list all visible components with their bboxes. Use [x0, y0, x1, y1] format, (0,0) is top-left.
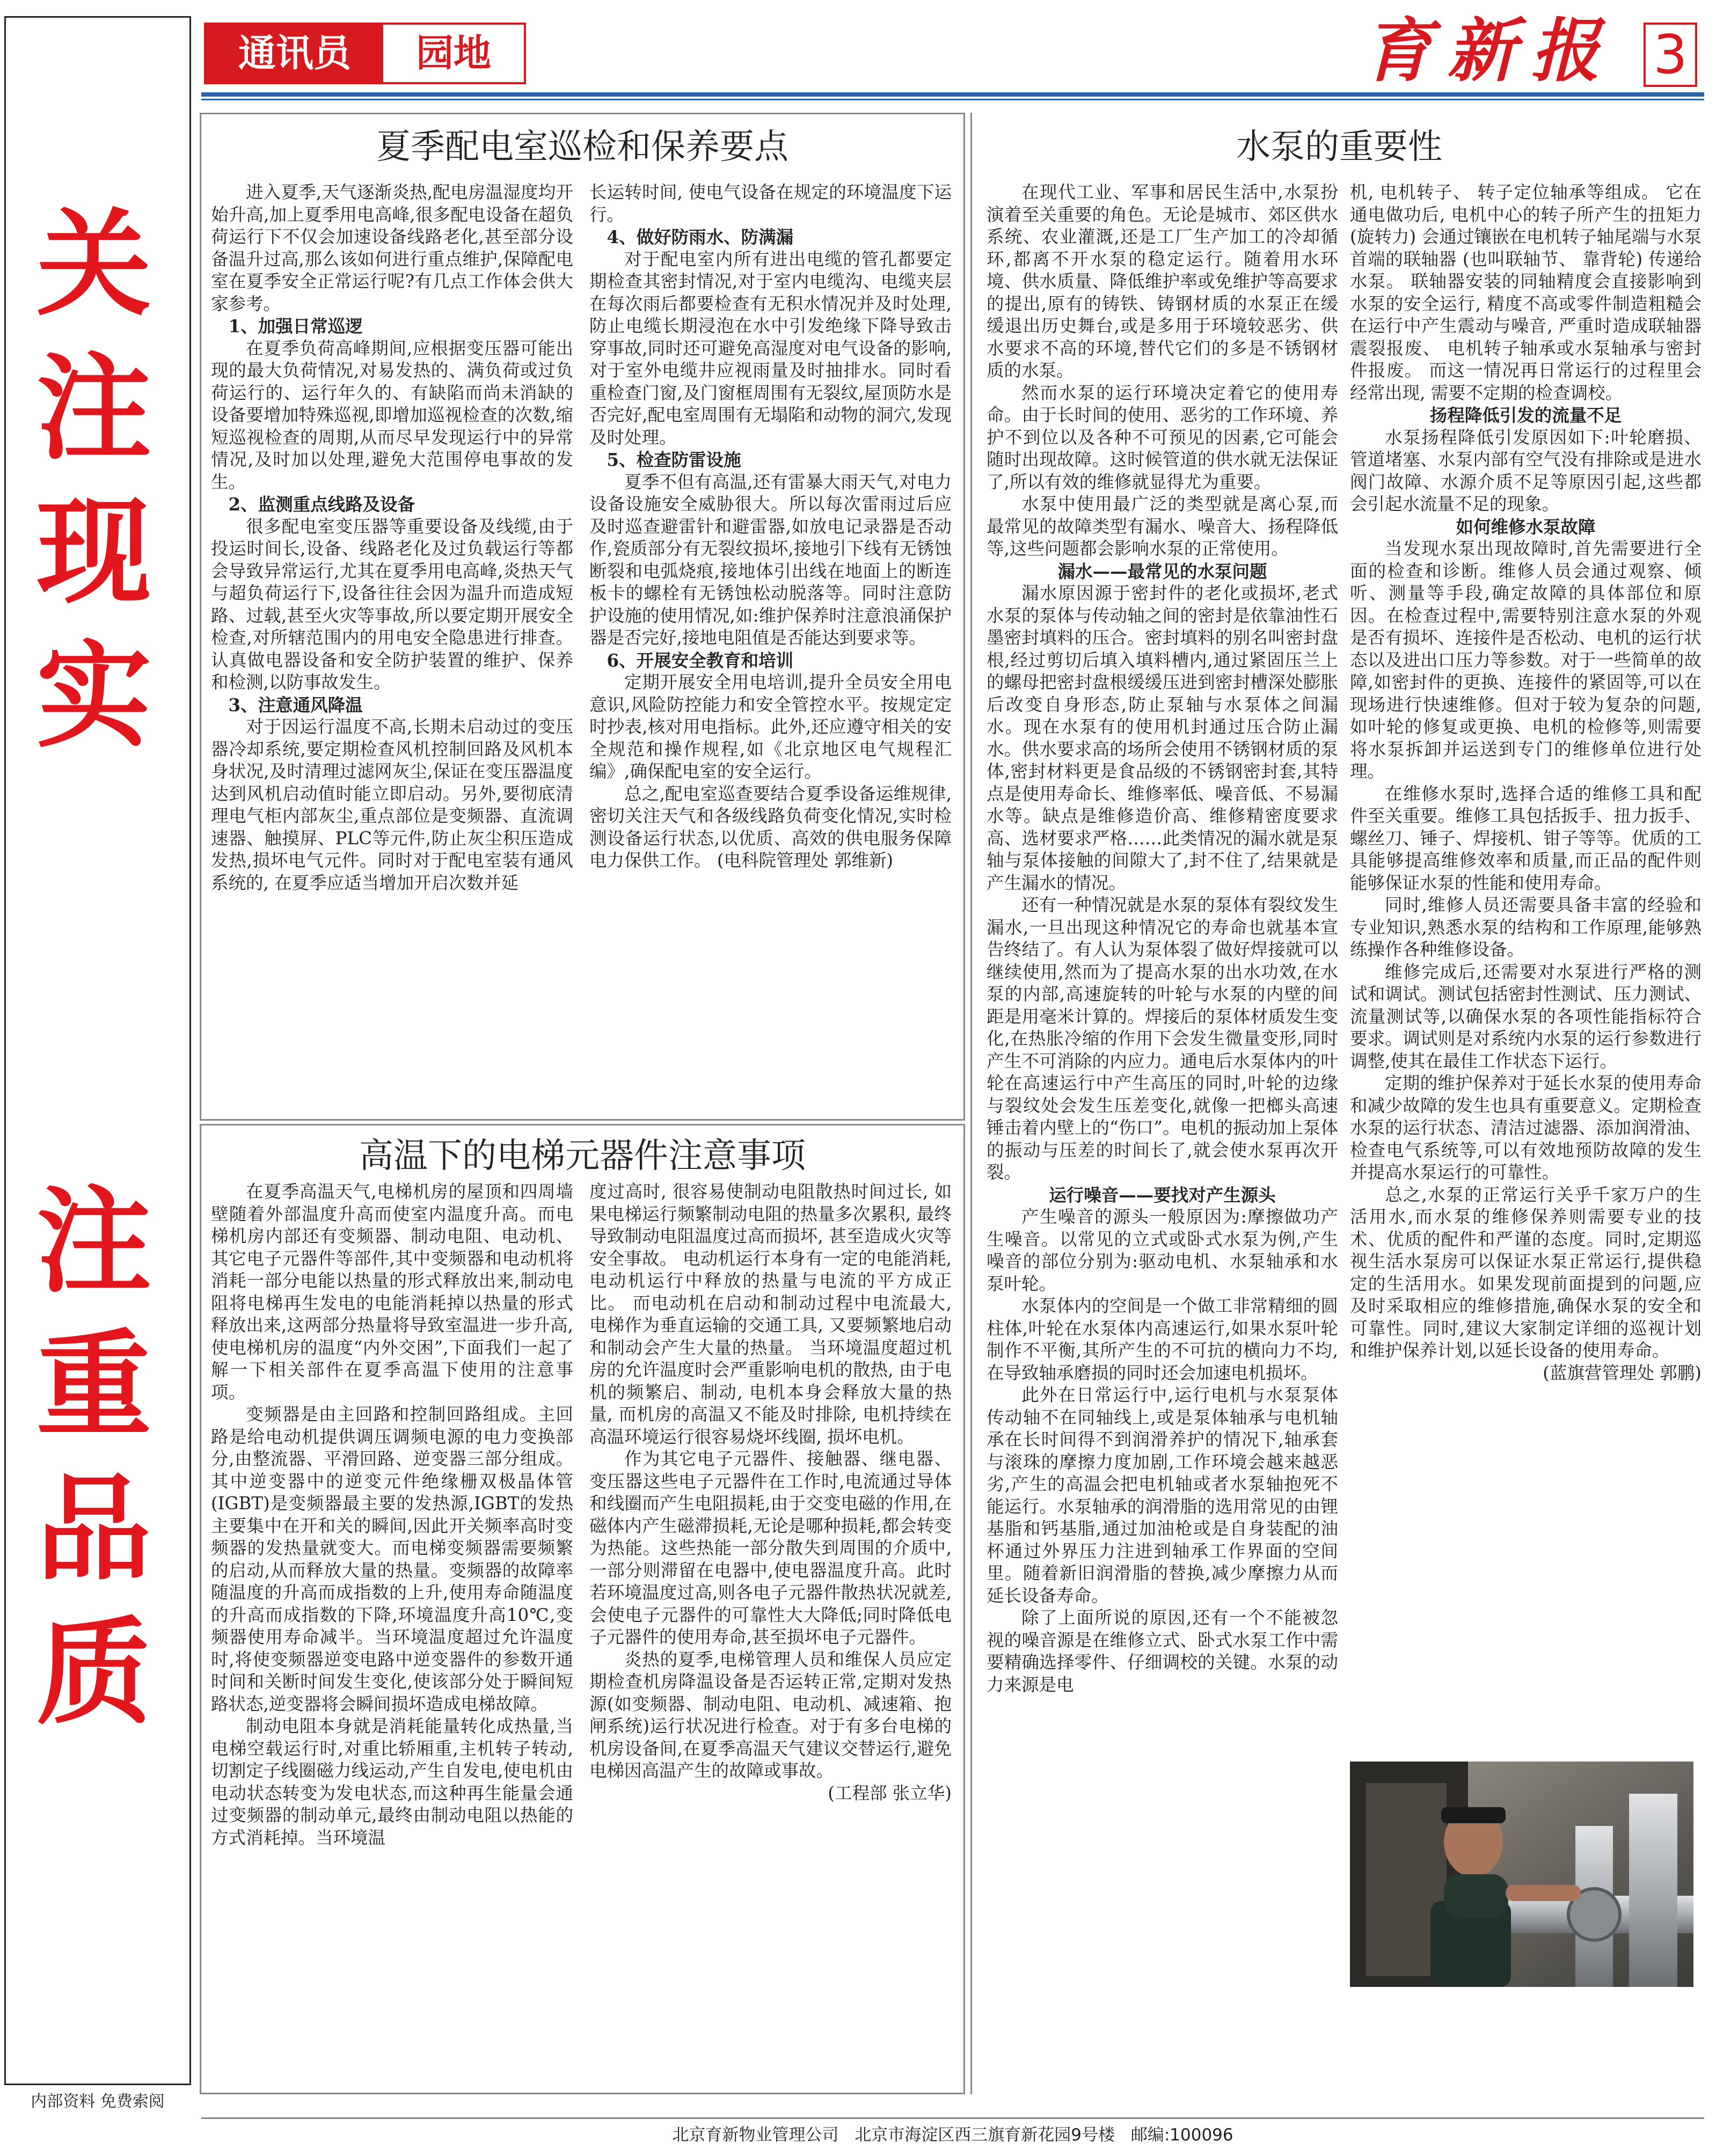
section-heading: 6、开展安全教育和培训 — [607, 649, 794, 671]
paragraph: 在现代工业、军事和居民生活中,水泵扮演着至关重要的角色。无论是城市、郊区供水系统、农业灌溉,还是工厂生产加工的冷却循环,都离不开水泵的稳定运行。随着用水环境、供水质量、降低维护率或免维护等高要求的提出,原有的铸铁、铸钢材质的水泵正在缓缓退出历史舞台,或是多用于环境较恶劣、供水要求不高的环境,替代它们的多是不锈钢材质的水泵。 — [987, 182, 1338, 381]
paragraph: 在夏季负荷高峰期间,应根据变压器可能出现的最大负荷情况,对易发热的、满负荷或过负荷运行的、运行年久的、有缺陷而尚未消缺的设备要增加特殊巡视,即增加巡视检查的次数,缩短巡视检查的周期,从而尽早发现运行中的异常情况,及时加以处理,避免大范围停电事故的发生。 — [211, 338, 573, 492]
section-tag-part2: 园地 — [416, 31, 491, 75]
byline: (蓝旗营管理处 郭鹏) — [1543, 1362, 1702, 1383]
article-body-col1 — [211, 181, 573, 1113]
paragraph: 水泵扬程降低引发原因如下:叶轮磨损、管道堵塞、水泵内部有空气没有排除或是进水阀门故障、水源介质不足等原因引起,这些都会引起水流量不足的现象。 — [1350, 427, 1702, 514]
footer-company: 北京育新物业管理公司 — [672, 2125, 839, 2145]
section-heading: 扬程降低引发的流量不足 — [1429, 405, 1622, 426]
section-heading: 运行噪音——要找对产生源头 — [1049, 1184, 1276, 1205]
paragraph: 在夏季高温天气,电梯机房的屋顶和四周墙壁随着外部温度升高而使室内温度升高。而电梯机房内部还有变频器、制动电阻、电动机、其它电子元器件等部件,其中变频器和电动机将消耗一部分电能以热量的形式释放出来,制动电阻将电梯再生发电的电能消耗掉以热量的形式释放出来,这两部分热量将导致室温进一步升高,使电梯机房的温度“内外交困”,下面我们一起了解一下相关部件在夏季高温下使用的注意事项。 — [211, 1181, 573, 1402]
footer — [201, 2121, 1704, 2145]
page-number: 3 — [1644, 23, 1697, 87]
section-heading: 如何维修水泵故障 — [1456, 516, 1596, 537]
article-title-elevator: 高温下的电梯元器件注意事项 — [359, 1136, 806, 1176]
paragraph: 维修完成后,还需要对水泵进行严格的测试和调试。测试包括密封性测试、压力测试、流量测试等,以确保水泵的各项性能指标符合要求。调试则是对系统内水泵的运行参数进行调整,使其在最佳工作状态下运行。 — [1350, 961, 1702, 1071]
paragraph: 很多配电室变压器等重要设备及线缆,由于投运时间长,设备、线路老化及过负载运行等都会导致异常运行,尤其在夏季用电高峰,炎热天气与超负荷运行下,设备往往会因为温升而造成短路、过载,甚至火灾等事故,所以要定期开展安全检查,对所辖范围内的用电安全隐患进行排查。认真做电器设备和安全防护装置的维护、保养和检测,以防事故发生。 — [211, 516, 573, 692]
paragraph: 总之,水泵的正常运行关乎千家万户的生活用水,而水泵的维修保养则需要专业的技术、优质的配件和严谨的态度。同时,定期巡视生活水泵房可以保证水泵正常运行,提供稳定的生活用水。如果发现前面提到的问题,应及时采取相应的维修措施,确保水泵的安全和可靠性。同时,建议大家制定详细的巡视计划和维护保养计划,以延长设备的使用寿命。 — [1350, 1184, 1702, 1361]
slogan-line-2: 注重品质 — [36, 1175, 151, 1740]
article-body-col1 — [987, 181, 1338, 2097]
article-title-distribution-room: 夏季配电室巡检和保养要点 — [376, 127, 788, 167]
article-title-water-pump: 水泵的重要性 — [1236, 127, 1442, 167]
photo-illustration — [1350, 1762, 1693, 1987]
section-heading: 5、检查防雷设施 — [607, 449, 741, 470]
paragraph: 制动电阻本身就是消耗能量转化成热量,当电梯空载运行时,对重比轿厢重,主机转子转动,切割定子线圈磁力线运动,产生自发电,使电机由电动状态转变为发电状态,而这种再生能量会通过变频器的制动单元,最终由制动电阻以热能的方式消耗掉。当环境温 — [211, 1716, 573, 1848]
section-heading: 4、做好防雨水、防满漏 — [607, 226, 794, 247]
paragraph: 定期开展安全用电培训,提升全员安全用电意识,风险防控能力和安全管控水平。按规定定时抄表,核对用电指标。此外,还应遵守相关的安全规范和操作规程,如《北京地区电气规程汇编》,确保配电室的安全运行。 — [589, 672, 952, 781]
section-heading: 漏水——最常见的水泵问题 — [1057, 560, 1267, 582]
column-divider — [970, 113, 972, 2094]
header-rule — [201, 92, 1704, 97]
paragraph: 对于因运行温度不高,长期未启动过的变压器冷却系统,要定期检查风机控制回路及风机本身状况,及时清理过滤网灰尘,保证在变压器温度达到风机启动值时能立即启动。另外,要彻底清理电气柜内部灰尘,重点部位是变频器、直流调速器、触摸屏、PLC等元件,防止灰尘积压造成发热,损坏电气元件。同时对于配电室装有通风系统的, 在夏季应适当增加开启次数并延 — [211, 717, 573, 893]
paragraph: 作为其它电子元器件、接触器、继电器、变压器这些电子元器件在工作时,电流通过导体和线圈而产生电阻损耗,由于交变电磁的作用,在磁体内产生磁滞损耗,无论是哪种损耗,都会转变为热能。这些热能一部分散失到周围的介质中,一部分则滞留在电器中,使电器温度升高。此时若环境温度过高,则各电子元器件散热状况就差,会使电子元器件的可靠性大大降低;同时降低电子元器件的使用寿命,甚至损坏电子元器件。 — [589, 1449, 952, 1647]
internal-note: 内部资料 免费索阅 — [31, 2092, 165, 2111]
paragraph: 机, 电机转子、 转子定位轴承等组成。 它在通电做功后, 电机中心的转子所产生的扭矩力 (旋转力) 会通过镶嵌在电机转子轴尾端与水泵首端的联轴器 (也叫联轴节、 靠背轮) 传递给水泵。 联轴器安装的同轴精度会直接影响到水泵的安全运行, 精度不高或零件制造粗糙会在运行中产生震动与噪音, 严重时造成联轴器震裂报废、 电机转子轴承或水泵轴承与密封件报废。 而这一情况再日常运行的过程里会经常出现, 需要不定期的检查调校。 — [1350, 182, 1702, 403]
masthead: 育新报 — [1363, 11, 1615, 91]
article-body-col2 — [589, 181, 952, 1113]
article-body-col2 — [589, 1181, 952, 2088]
paragraph: 夏季不但有高温,还有雷暴大雨天气,对电力设备设施安全威胁很大。所以每次雷雨过后应及时巡查避雷针和避雷器,如放电记录器是否动作,瓷质部分有无裂纹损坏,接地引下线有无锈蚀断裂和电弧烧痕,接地体引出线在地面上的断连板卡的螺栓有无锈蚀松动脱落等。同时注意防护设施的使用情况,如:维护保养时注意浪涌保护器是否完好,接地电阻值是否能达到要求等。 — [589, 471, 952, 648]
section-heading: 1、加强日常巡逻 — [228, 316, 363, 337]
paragraph: 度过高时, 很容易使制动电阻散热时间过长, 如果电梯运行频繁制动电阻的热量多次累积, 最终导致制动电阻温度过高而损坏, 甚至造成火灾等安全事故。 电动机运行本身有一定的电能消耗, 电动机运行中释放的热量与电流的平方成正比。 而电动机在启动和制动过程中电流最大, 电梯作为垂直运输的交通工具, 又要频繁地启动和制动会产生大量的热量。 当环境温度超过机房的允许温度时会严重影响电机的散热, 由于电机的频繁启、制动, 电机本身会释放大量的热量, 而机房的高温又不能及时排除, 电机持续在高温环境运行很容易烧坏线圈, 损坏电机。 — [589, 1181, 952, 1447]
pump-room-photo — [1350, 1762, 1693, 1987]
paragraph: 水泵体内的空间是一个做工非常精细的圆柱体,叶轮在水泵体内高速运行,如果水泵叶轮制作不平衡,其所产生的不可抗的横向力不均,在导致轴承磨损的同时还会加速电机损坏。 — [987, 1296, 1338, 1383]
paragraph: 然而水泵的运行环境决定着它的使用寿命。由于长时间的使用、恶劣的工作环境、养护不到位以及各种不可预见的因素,它可能会随时出现故障。这时候管道的供水就无法保证了,所以有效的维修就显得尤为重要。 — [987, 382, 1338, 492]
paragraph: 长运转时间, 使电气设备在规定的环境温度下运行。 — [589, 182, 952, 225]
article-body-col1 — [211, 1181, 573, 2088]
paragraph: 除了上面所说的原因,还有一个不能被忽视的噪音源是在维修立式、卧式水泵工作中需要精确选择零件、仔细调校的关键。水泵的动力来源是电 — [987, 1607, 1338, 1695]
paragraph: 同时,维修人员还需要具备丰富的经验和专业知识,熟悉水泵的结构和工作原理,能够熟练操作各种维修设备。 — [1350, 895, 1702, 960]
section-tag — [204, 23, 526, 84]
footer-rule — [201, 2117, 1704, 2119]
header-rule-thin — [201, 99, 1704, 100]
section-tag-part1: 通讯员 — [206, 25, 383, 82]
section-heading: 2、监测重点线路及设备 — [228, 494, 415, 515]
paragraph: 漏水原因源于密封件的老化或损坏,老式水泵的泵体与传动轴之间的密封是依靠油性石墨密封填料的压合。密封填料的别名叫密封盘根,经过剪切后填入填料槽内,通过紧固压兰上的螺母把密封盘根缓缓压进到密封槽深处膨胀后改变自身形态,防止泵轴与水泵体之间漏水。现在水泵有的使用机封通过压合防止漏水。供水要求高的场所会使用不锈钢材质的泵体,密封材料更是食品级的不锈钢密封套,其特点是使用寿命长、维修率低、噪音低、不易漏水等。缺点是维修造价高、维修精密度要求高、选材要求严格……此类情况的漏水就是泵轴与泵体接触的间隙大了,封不住了,结果就是产生漏水的情况。 — [987, 583, 1338, 893]
paragraph: 水泵中使用最广泛的类型就是离心泵,而最常见的故障类型有漏水、噪音大、扬程降低等,这些问题都会影响水泵的正常使用。 — [987, 494, 1338, 559]
footer-postcode: 邮编:100096 — [1130, 2125, 1233, 2145]
paragraph: 产生噪音的源头一般原因为:摩擦做功产生噪音。以常见的立式或卧式水泵为例,产生噪音的部位分别为:驱动电机、水泵轴承和水泵叶轮。 — [987, 1207, 1338, 1294]
paragraph: 定期的维护保养对于延长水泵的使用寿命和减少故障的发生也具有重要意义。定期检查水泵的运行状态、清洁过滤器、添加润滑油、检查电气系统等,可以有效地预防故障的发生并提高水泵运行的可靠性。 — [1350, 1073, 1702, 1182]
paragraph: 进入夏季,天气逐渐炎热,配电房温湿度均开始升高,加上夏季用电高峰,很多配电设备在超负荷运行下不仅会加速设备线路老化,甚至部分设备温升过高,那么该如何进行重点维护,保障配电室在夏季安全正常运行呢?有几点工作体会供大家参考。 — [211, 182, 573, 314]
paragraph: 变频器是由主回路和控制回路组成。主回路是给电动机提供调压调频电源的电力变换部分,由整流器、平滑回路、逆变器三部分组成。其中逆变器中的逆变元件绝缘栅双极晶体管(IGBT)是变频器最主要的发热源,IGBT的发热主要集中在开和关的瞬间,因此开关频率高时变频器的发热量就变大。而电梯变频器需要频繁的启动,从而释放大量的热量。变频器的故障率随温度的升高而成指数的上升,使用寿命随温度的升高而成指数的下降,环境温度升高10℃,变频器使用寿命减半。当环境温度超过允许温度时,将使变频器逆变电路中逆变器件的参数开通时间和关断时间发生变化,使该部分处于瞬间短路状态,逆变器将会瞬间损坏造成电梯故障。 — [211, 1404, 573, 1714]
article-body-col2 — [1350, 181, 1702, 1754]
byline: (工程部 张立华) — [828, 1782, 952, 1803]
paragraph: 当发现水泵出现故障时,首先需要进行全面的检查和诊断。维修人员会通过观察、倾听、测量等手段,确定故障的具体部位和原因。在检查过程中,需要特别注意水泵的外观是否有损坏、连接件是否松动、电机的运行状态以及进出口压力等参数。对于一些简单的故障,如密封件的更换、连接件的紧固等,可以在现场进行快速维修。但对于较为复杂的问题,如叶轮的修复或更换、电机的检修等,则需要将水泵拆卸并运送到专门的维修单位进行处理。 — [1350, 538, 1702, 781]
paragraph: 在维修水泵时,选择合适的维修工具和配件至关重要。维修工具包括扳手、扭力扳手、螺丝刀、锤子、焊接机、钳子等等。优质的工具能够提高维修效率和质量,而正品的配件则能够保证水泵的性能和使用寿命。 — [1350, 783, 1702, 893]
paragraph: 还有一种情况就是水泵的泵体有裂纹发生漏水,一旦出现这种情况它的寿命也就基本宣告终结了。有人认为泵体裂了做好焊接就可以继续使用,然而为了提高水泵的出水功效,在水泵的内部,高速旋转的叶轮与水泵的内壁的间距是用毫米计算的。焊接后的泵体材质发生变化,在热胀冷缩的作用下会发生微量变形,同时产生不可消除的内应力。通电后水泵体内的叶轮在高速运行中产生高压的同时,叶轮的边缘与裂纹处会发生压差变化,就像一把榔头高速锤击着内壁上的“伤口”。电机的振动加上泵体的振动与压差的时间长了,就会使水泵再次开裂。 — [987, 895, 1338, 1182]
slogan-line-1: 关注现实 — [36, 198, 151, 763]
footer-address: 北京市海淀区西三旗育新花园9号楼 — [855, 2125, 1115, 2145]
paragraph: 对于配电室内所有进出电缆的管孔都要定期检查其密封情况,对于室内电缆沟、电缆夹层在每次雨后都要检查有无积水情况并及时处理,防止电缆长期浸泡在水中引发绝缘下降导致击穿事故,同时还可避免高湿度对电气设备的影响,对于室外电缆井应视雨量及时抽排水。同时看重检查门窗,及门窗框周围有无裂纹,屋顶防水是否完好,配电室周围有无塌陷和动物的洞穴,发现及时处理。 — [589, 249, 952, 448]
paragraph: 炎热的夏季,电梯管理人员和维保人员应定期检查机房降温设备是否运转正常,定期对发热源(如变频器、制动电阻、电动机、减速箱、抱闸系统)运行状况进行检查。对于有多台电梯的机房设备间,在夏季高温天气建议交替运行,避免电梯因高温产生的故障或事故。 — [589, 1649, 952, 1781]
section-heading: 3、注意通风降温 — [228, 694, 363, 715]
paragraph: 此外在日常运行中,运行电机与水泵泵体传动轴不在同轴线上,或是泵体轴承与电机轴承在长时间得不到润滑养护的情况下,轴承套与滚珠的摩擦力度加剧,工作环境会越来越恶劣,产生的高温会把电机轴或者水泵轴抱死不能运行。水泵轴承的润滑脂的选用常见的由锂基脂和钙基脂,通过加油枪或是自身装配的油杯通过外界压力注进到轴承工作界面的空间里。随着新旧润滑脂的替换,减少摩擦力从而延长设备寿命。 — [987, 1385, 1338, 1606]
paragraph: 总之,配电室巡查要结合夏季设备运维规律,密切关注天气和各级线路负荷变化情况,实时检测设备运行状态,以优质、高效的供电服务保障电力保供工作。 (电科院管理处 郭维新) — [589, 783, 952, 871]
